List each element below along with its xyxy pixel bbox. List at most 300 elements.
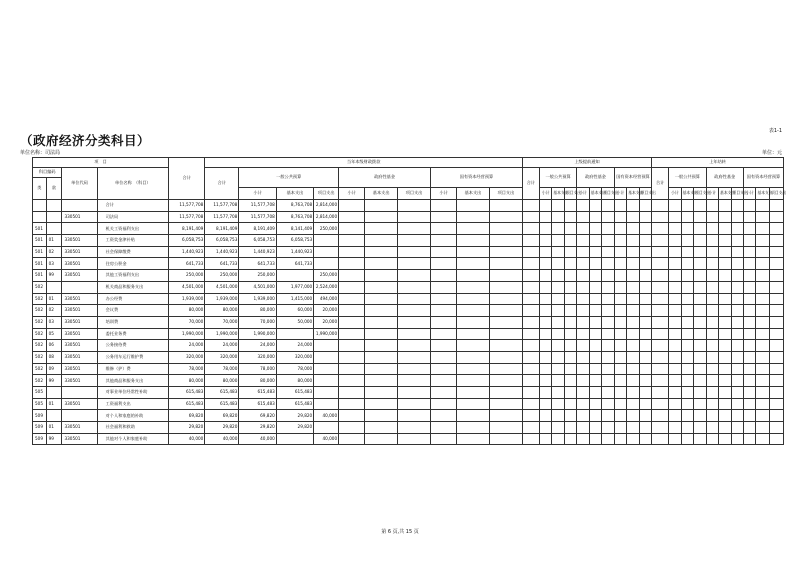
empty-cell (743, 235, 755, 247)
empty-cell (589, 340, 601, 352)
empty-cell (539, 363, 551, 375)
class-cell: 502 (33, 375, 47, 387)
kind-cell: 03 (46, 258, 62, 270)
empty-cell (539, 410, 551, 422)
empty-cell (627, 293, 639, 305)
table-row (33, 281, 784, 293)
empty-cell (552, 387, 564, 399)
empty-cell (577, 281, 589, 293)
empty-cell (522, 305, 539, 317)
empty-cell (339, 433, 365, 445)
empty-cell (681, 340, 693, 352)
empty-cell (770, 422, 784, 434)
empty-cell (398, 305, 431, 317)
empty-cell (552, 433, 564, 445)
sp-fund-project: 项目支出 (602, 188, 614, 200)
empty-cell (614, 387, 626, 399)
empty-cell (457, 387, 490, 399)
empty-cell (770, 351, 784, 363)
empty-cell (731, 375, 743, 387)
table-row (33, 246, 784, 258)
empty-cell (681, 235, 693, 247)
table-row (33, 363, 784, 375)
empty-cell (602, 246, 614, 258)
sp-general-project: 项目支出 (564, 188, 576, 200)
empty-cell (719, 223, 731, 235)
empty-cell (552, 340, 564, 352)
cy-general-basic-cell (276, 270, 313, 282)
empty-cell (577, 258, 589, 270)
empty-cell (577, 351, 589, 363)
empty-cell (719, 351, 731, 363)
empty-cell (398, 398, 431, 410)
empty-cell (743, 258, 755, 270)
empty-cell (365, 410, 398, 422)
empty-cell (652, 375, 669, 387)
empty-cell (770, 305, 784, 317)
empty-cell (681, 293, 693, 305)
unit-code-cell (62, 281, 97, 293)
cy-general-basic-cell: 8,763,708 (276, 200, 313, 212)
empty-cell (681, 223, 693, 235)
empty-cell (756, 433, 770, 445)
unit-code-cell: 330501 (62, 270, 97, 282)
sp-capital-header: 国有资本经营预算 (614, 168, 651, 188)
empty-cell (365, 328, 398, 340)
empty-cell (652, 398, 669, 410)
kind-cell: 99 (46, 433, 62, 445)
cy-general-basic-cell: 320,000 (276, 351, 313, 363)
empty-cell (756, 375, 770, 387)
empty-cell (552, 270, 564, 282)
empty-cell (457, 328, 490, 340)
empty-cell (577, 410, 589, 422)
cy-general-basic-cell: 1,977,000 (276, 281, 313, 293)
empty-cell (731, 433, 743, 445)
empty-cell (552, 293, 564, 305)
empty-cell (564, 375, 576, 387)
table-row (33, 422, 784, 434)
cy-general-project-cell (314, 363, 339, 375)
empty-cell (614, 305, 626, 317)
cy-general-subtotal: 小计 (239, 188, 276, 200)
empty-cell (398, 375, 431, 387)
empty-cell (522, 200, 539, 212)
cy-total-cell: 11,577,708 (205, 211, 239, 223)
empty-cell (743, 422, 755, 434)
empty-cell (614, 246, 626, 258)
empty-cell (552, 328, 564, 340)
empty-cell (627, 410, 639, 422)
cy-general-subtotal-cell: 29,820 (239, 422, 276, 434)
empty-cell (694, 316, 706, 328)
table-row (33, 375, 784, 387)
cy-general-subtotal-cell: 641,733 (239, 258, 276, 270)
cy-total-cell: 320,000 (205, 351, 239, 363)
empty-cell (602, 433, 614, 445)
empty-cell (627, 316, 639, 328)
empty-cell (398, 293, 431, 305)
class-cell: 505 (33, 387, 47, 399)
empty-cell (669, 351, 681, 363)
cy-general-basic: 基本支出 (276, 188, 313, 200)
empty-cell (756, 340, 770, 352)
kind-header: 款 (46, 178, 62, 200)
empty-cell (743, 246, 755, 258)
empty-cell (652, 223, 669, 235)
empty-cell (756, 200, 770, 212)
empty-cell (756, 387, 770, 399)
cy-general-project-cell (314, 422, 339, 434)
empty-cell (457, 258, 490, 270)
empty-cell (770, 340, 784, 352)
cy-total-cell: 1,440,923 (205, 246, 239, 258)
empty-cell (522, 293, 539, 305)
empty-cell (430, 281, 456, 293)
empty-cell (489, 387, 522, 399)
cy-general-subtotal-cell: 40,000 (239, 433, 276, 445)
empty-cell (457, 293, 490, 305)
table-row (33, 258, 784, 270)
ly-capital-subtotal: 小计 (743, 188, 755, 200)
empty-cell (639, 375, 651, 387)
empty-cell (652, 422, 669, 434)
empty-cell (731, 363, 743, 375)
ly-general-project: 项目支出 (694, 188, 706, 200)
empty-cell (339, 200, 365, 212)
cy-general-basic-cell: 8,763,708 (276, 211, 313, 223)
ly-fund-header: 政府性基金 (706, 168, 743, 188)
ly-fund-subtotal: 小计 (706, 188, 718, 200)
empty-cell (731, 200, 743, 212)
kind-cell: 01 (46, 293, 62, 305)
unit-name-cell: 合计 (97, 200, 168, 212)
empty-cell (489, 398, 522, 410)
empty-cell (589, 316, 601, 328)
total-cell: 70,000 (169, 316, 205, 328)
empty-cell (681, 328, 693, 340)
empty-cell (614, 293, 626, 305)
empty-cell (731, 398, 743, 410)
cy-total-cell: 40,000 (205, 433, 239, 445)
empty-cell (639, 398, 651, 410)
empty-cell (681, 410, 693, 422)
empty-cell (719, 387, 731, 399)
unit-code-header: 单位代码 (62, 168, 97, 200)
empty-cell (669, 223, 681, 235)
sp-fund-subtotal: 小计 (577, 188, 589, 200)
empty-cell (552, 211, 564, 223)
cy-general-basic-cell: 6,058,753 (276, 235, 313, 247)
empty-cell (614, 328, 626, 340)
empty-cell (539, 223, 551, 235)
empty-cell (552, 235, 564, 247)
total-header: 合计 (169, 158, 205, 200)
empty-cell (652, 293, 669, 305)
empty-cell (627, 270, 639, 282)
empty-cell (522, 375, 539, 387)
empty-cell (577, 305, 589, 317)
kind-cell (46, 211, 62, 223)
empty-cell (589, 246, 601, 258)
empty-cell (398, 410, 431, 422)
empty-cell (489, 200, 522, 212)
unit-name-cell: 其他对个人和家庭补助 (97, 433, 168, 445)
empty-cell (489, 433, 522, 445)
empty-cell (430, 235, 456, 247)
unit-name-cell: 其他商品和服务支出 (97, 375, 168, 387)
empty-cell (602, 235, 614, 247)
empty-cell (681, 211, 693, 223)
empty-cell (694, 351, 706, 363)
table-row (33, 433, 784, 445)
total-cell: 6,058,753 (169, 235, 205, 247)
empty-cell (564, 246, 576, 258)
cy-general-project-cell: 2,814,000 (314, 200, 339, 212)
empty-cell (627, 258, 639, 270)
ly-fund-project: 项目支出 (731, 188, 743, 200)
empty-cell (577, 293, 589, 305)
unit-name-cell: 维修（护）费 (97, 363, 168, 375)
empty-cell (614, 375, 626, 387)
empty-cell (627, 433, 639, 445)
empty-cell (365, 223, 398, 235)
class-cell: 501 (33, 235, 47, 247)
empty-cell (756, 223, 770, 235)
kind-cell: 05 (46, 328, 62, 340)
empty-cell (564, 433, 576, 445)
empty-cell (602, 305, 614, 317)
sp-capital-project: 项目支出 (639, 188, 651, 200)
empty-cell (564, 410, 576, 422)
empty-cell (457, 200, 490, 212)
empty-cell (430, 351, 456, 363)
empty-cell (627, 246, 639, 258)
empty-cell (430, 316, 456, 328)
empty-cell (706, 305, 718, 317)
empty-cell (652, 410, 669, 422)
empty-cell (719, 375, 731, 387)
total-cell: 1,939,000 (169, 293, 205, 305)
total-cell: 80,000 (169, 305, 205, 317)
table-code: 表1-1 (768, 128, 782, 134)
cy-capital-project: 项目支出 (489, 188, 522, 200)
empty-cell (627, 223, 639, 235)
empty-cell (743, 211, 755, 223)
empty-cell (719, 200, 731, 212)
cy-general-header: 一般公共预算 (239, 168, 339, 188)
unit-name-cell: 司法局 (97, 211, 168, 223)
empty-cell (564, 351, 576, 363)
empty-cell (770, 223, 784, 235)
empty-cell (681, 258, 693, 270)
empty-cell (639, 281, 651, 293)
class-cell: 502 (33, 340, 47, 352)
ly-total-header: 合计 (652, 168, 669, 200)
total-cell: 11,577,708 (169, 200, 205, 212)
empty-cell (743, 200, 755, 212)
empty-cell (339, 235, 365, 247)
empty-cell (552, 281, 564, 293)
unit-code-cell: 330501 (62, 398, 97, 410)
empty-cell (731, 316, 743, 328)
ly-general-subtotal: 小计 (669, 188, 681, 200)
empty-cell (770, 363, 784, 375)
empty-cell (522, 235, 539, 247)
empty-cell (398, 211, 431, 223)
empty-cell (743, 293, 755, 305)
empty-cell (589, 351, 601, 363)
empty-cell (770, 281, 784, 293)
empty-cell (339, 246, 365, 258)
unit-name-cell: 社会保障缴费 (97, 246, 168, 258)
empty-cell (564, 316, 576, 328)
empty-cell (652, 270, 669, 282)
kind-cell: 06 (46, 340, 62, 352)
empty-cell (770, 270, 784, 282)
empty-cell (756, 246, 770, 258)
empty-cell (614, 281, 626, 293)
empty-cell (743, 433, 755, 445)
empty-cell (339, 211, 365, 223)
sp-total-header: 合计 (522, 168, 539, 200)
empty-cell (743, 316, 755, 328)
empty-cell (639, 422, 651, 434)
unit-code-cell: 330501 (62, 235, 97, 247)
empty-cell (639, 328, 651, 340)
empty-cell (694, 422, 706, 434)
empty-cell (339, 398, 365, 410)
empty-cell (430, 293, 456, 305)
empty-cell (627, 211, 639, 223)
cy-total-cell: 11,577,708 (205, 200, 239, 212)
empty-cell (639, 270, 651, 282)
empty-cell (719, 316, 731, 328)
empty-cell (457, 211, 490, 223)
empty-cell (522, 223, 539, 235)
empty-cell (614, 433, 626, 445)
cy-general-basic-cell: 29,820 (276, 422, 313, 434)
cy-general-project-cell: 20,000 (314, 305, 339, 317)
empty-cell (669, 305, 681, 317)
empty-cell (552, 410, 564, 422)
empty-cell (602, 223, 614, 235)
empty-cell (539, 305, 551, 317)
empty-cell (614, 410, 626, 422)
empty-cell (719, 246, 731, 258)
empty-cell (706, 410, 718, 422)
empty-cell (457, 246, 490, 258)
empty-cell (577, 398, 589, 410)
empty-cell (706, 328, 718, 340)
empty-cell (365, 422, 398, 434)
superior-header: 上级提前通知 (522, 158, 651, 168)
table-row (33, 211, 784, 223)
cy-fund-header: 政府性基金 (339, 168, 431, 188)
empty-cell (706, 398, 718, 410)
empty-cell (339, 422, 365, 434)
kind-cell (46, 223, 62, 235)
empty-cell (706, 211, 718, 223)
empty-cell (602, 316, 614, 328)
total-cell: 78,000 (169, 363, 205, 375)
empty-cell (639, 246, 651, 258)
empty-cell (706, 258, 718, 270)
empty-cell (706, 223, 718, 235)
empty-cell (339, 410, 365, 422)
empty-cell (522, 433, 539, 445)
empty-cell (552, 200, 564, 212)
empty-cell (489, 293, 522, 305)
empty-cell (756, 305, 770, 317)
cy-total-cell: 69,820 (205, 410, 239, 422)
empty-cell (430, 328, 456, 340)
total-cell: 11,577,708 (169, 211, 205, 223)
unit-code-cell: 330501 (62, 211, 97, 223)
empty-cell (564, 398, 576, 410)
empty-cell (681, 246, 693, 258)
empty-cell (564, 258, 576, 270)
empty-cell (589, 398, 601, 410)
current-year-header: 当年本级财政拨款 (205, 158, 523, 168)
empty-cell (398, 351, 431, 363)
unit-name-cell: 工资福利支出 (97, 398, 168, 410)
empty-cell (489, 305, 522, 317)
kind-cell: 01 (46, 235, 62, 247)
empty-cell (731, 410, 743, 422)
empty-cell (694, 375, 706, 387)
empty-cell (589, 305, 601, 317)
cy-fund-project: 项目支出 (398, 188, 431, 200)
empty-cell (719, 281, 731, 293)
cy-total-cell: 80,000 (205, 305, 239, 317)
empty-cell (681, 387, 693, 399)
empty-cell (430, 433, 456, 445)
empty-cell (522, 316, 539, 328)
empty-cell (719, 363, 731, 375)
empty-cell (719, 433, 731, 445)
cy-total-cell: 70,000 (205, 316, 239, 328)
empty-cell (577, 211, 589, 223)
empty-cell (756, 351, 770, 363)
empty-cell (681, 398, 693, 410)
kind-cell (46, 200, 62, 212)
total-cell: 80,000 (169, 375, 205, 387)
empty-cell (681, 375, 693, 387)
empty-cell (522, 363, 539, 375)
empty-cell (564, 223, 576, 235)
empty-cell (589, 387, 601, 399)
cy-total-header: 合计 (205, 168, 239, 200)
total-cell: 24,000 (169, 340, 205, 352)
class-cell: 501 (33, 258, 47, 270)
empty-cell (589, 328, 601, 340)
empty-cell (522, 410, 539, 422)
empty-cell (614, 258, 626, 270)
cy-general-project-cell (314, 375, 339, 387)
empty-cell (627, 387, 639, 399)
empty-cell (652, 340, 669, 352)
empty-cell (489, 270, 522, 282)
cy-general-basic-cell: 615,483 (276, 387, 313, 399)
cy-total-cell: 24,000 (205, 340, 239, 352)
empty-cell (652, 258, 669, 270)
empty-cell (365, 235, 398, 247)
empty-cell (731, 235, 743, 247)
cy-general-project-cell (314, 246, 339, 258)
empty-cell (731, 211, 743, 223)
empty-cell (552, 398, 564, 410)
